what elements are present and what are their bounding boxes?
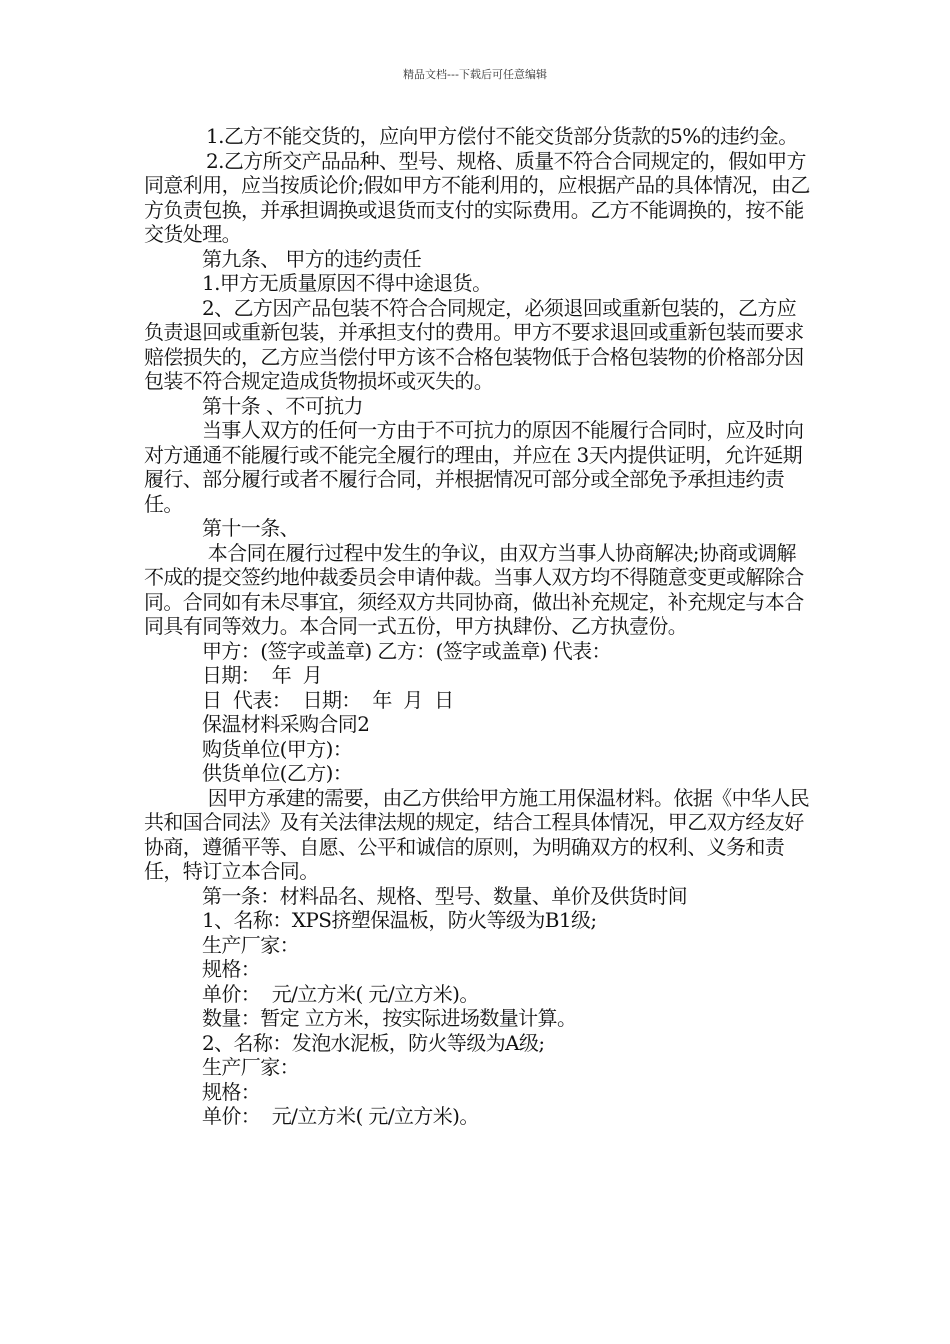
date-line: 日期： 年 月	[202, 663, 323, 687]
section-heading: 第九条、 甲方的违约责任	[202, 246, 422, 271]
buyer-line: 购货单位(甲方)：	[202, 736, 353, 761]
item-line: 规格：	[202, 957, 261, 981]
item-line: 生产厂家：	[202, 932, 299, 957]
item-line: 单价： 元/立方米( 元/立方米)。	[202, 1104, 479, 1128]
paragraph: 2.乙方所交产品品种、型号、规格、质量不符合合同规定的，假如甲方同意利用，应当按质论价;假如甲方不能利用的，应根据产品的具体情况，由乙方负责包换，并承担调换或退货而支付的实际费用。乙方不能调换的，按不能交货处理。	[144, 148, 810, 246]
item-line: 规格：	[202, 1079, 261, 1104]
paragraph: 本合同在履行过程中发生的争议，由双方当事人协商解决;协商或调解不成的提交签约地仲裁委员会申请仲裁。当事人双方均不得随意变更或解除合同。合同如有未尽事宜，须经双方共同协商，做出补充规定，补充规定与本合同具有同等效力。本合同一式五份，甲方执肆份、乙方执壹份。	[144, 540, 804, 638]
item-line: 单价： 元/立方米( 元/立方米)。	[202, 981, 479, 1006]
supplier-line: 供货单位(乙方)：	[202, 761, 353, 785]
section-heading: 第一条：材料品名、规格、型号、数量、单价及供货时间	[202, 883, 687, 908]
date-line: 日 代表： 日期： 年 月 日	[202, 687, 454, 712]
item-line: 2、名称：发泡水泥板，防火等级为A级;	[202, 1030, 545, 1055]
signature-line: 甲方：(签字或盖章) 乙方：(签字或盖章) 代表：	[202, 638, 611, 663]
paragraph: 2、乙方因产品包装不符合合同规定，必须退回或重新包装的，乙方应负责退回或重新包装，并承担支付的费用。甲方不要求退回或重新包装而要求赔偿损失的，乙方应当偿付甲方该不合格包装物低于合格包装物的价格部分因包装不符合规定造成货物损坏或灭失的。	[144, 295, 804, 393]
paragraph: 因甲方承建的需要，由乙方供给甲方施工用保温材料。依据《中华人民共和国合同法》及有关法律法规的规定，结合工程具体情况，甲乙双方经友好协商，遵循平等、自愿、公平和诚信的原则，为明确双方的权利、义务和责任，特订立本合同。	[144, 785, 810, 883]
paragraph: 1.乙方不能交货的，应向甲方偿付不能交货部分货款的5%的违约金。	[206, 124, 798, 148]
section-heading: 第十条 、不可抗力	[202, 393, 363, 418]
contract-title: 保温材料采购合同2	[202, 712, 370, 736]
paragraph: 当事人双方的任何一方由于不可抗力的原因不能履行合同时，应及时向对方通通不能履行或不能完全履行的理由，并应在 3天内提供证明，允许延期履行、部分履行或者不履行合同，并根据情况可部分或全部免予承担违约责任。	[144, 418, 804, 516]
document-body	[144, 124, 814, 1129]
page-header: 精品文档---下载后可任意编辑	[403, 68, 547, 81]
paragraph: 1.甲方无质量原因不得中途退货。	[202, 271, 492, 295]
section-heading: 第十一条、	[202, 516, 299, 540]
item-line: 数量：暂定 立方米，按实际进场数量计算。	[202, 1006, 577, 1030]
item-line: 生产厂家：	[202, 1055, 299, 1079]
item-line: 1、名称：XPS挤塑保温板，防火等级为B1级;	[202, 908, 597, 932]
